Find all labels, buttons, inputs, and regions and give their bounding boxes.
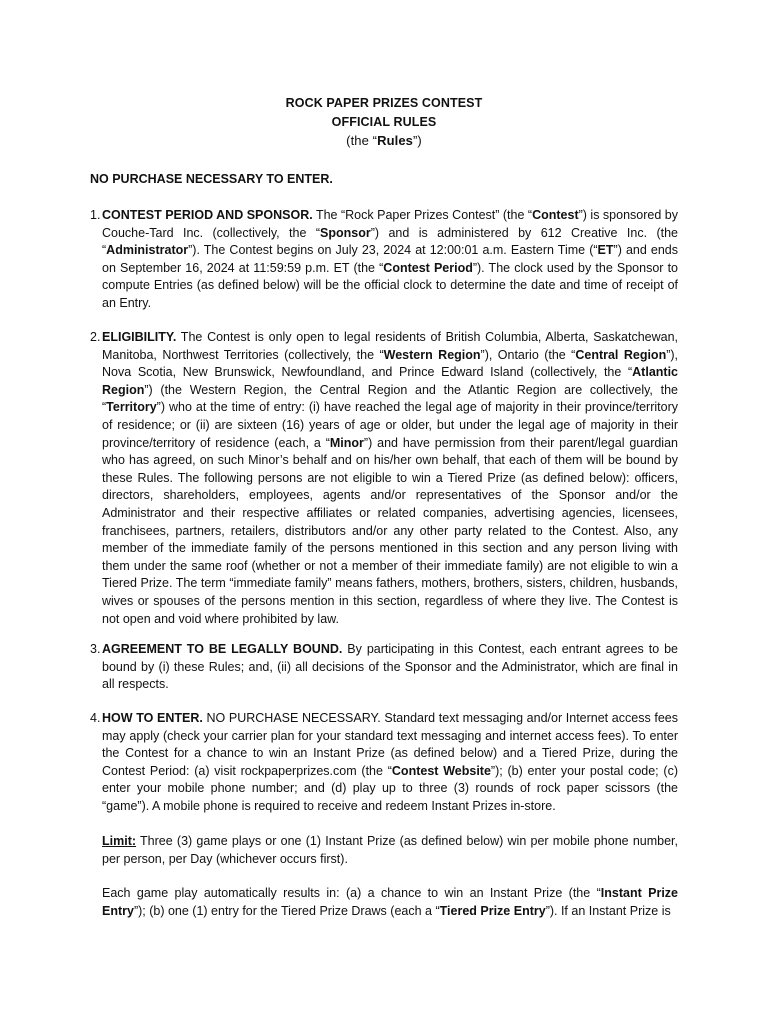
section-number: 4. — [90, 711, 101, 725]
no-purchase-notice: NO PURCHASE NECESSARY TO ENTER. — [90, 172, 333, 186]
section-number: 2. — [90, 330, 101, 344]
section-agreement — [90, 641, 678, 694]
section-how-to-enter — [90, 710, 678, 816]
limit-paragraph: Limit: Three (3) game plays or one (1) Instant Prize (as defined below) win per mobile phone number, per person, per Day (whichever occurs first). — [102, 834, 678, 866]
rules-definition: (the “Rules”) — [346, 133, 422, 148]
document-subtitle: OFFICIAL RULES — [331, 115, 437, 129]
section-heading: CONTEST PERIOD AND SPONSOR. — [102, 208, 313, 222]
section-number: 3. — [90, 642, 101, 656]
section-number: 1. — [90, 208, 101, 222]
document-title: ROCK PAPER PRIZES CONTEST — [285, 96, 483, 110]
section-heading: ELIGIBILITY. — [102, 330, 177, 344]
game-play-paragraph: Each game play automatically results in: (a) a chance to win an Instant Prize (the “Instant Prize Entry”); (b) one (1) entry for the Tiered Prize Draws (each a “Tiered Prize Entry”). If an Instant Prize is — [102, 886, 679, 918]
section-contest-period — [90, 207, 678, 313]
section-heading: AGREEMENT TO BE LEGALLY BOUND. — [102, 642, 343, 656]
section-text: ELIGIBILITY. The Contest is only open to legal residents of British Columbia, Alberta, Saskatchewan, Manitoba, Northwest Territories (collectively, the “Western Region”), Ontario (the “Central Region”), Nova Scotia, New Brunswick, Newfoundland, and Prince Edward Island (collectively, the “Atlantic Region”) (the Western Region, the Central Region and the Atlantic Region are collectively, the “Territory”) who at the time of entry: (i) have reached the legal age of majority in their province/territory of residence; or (ii) are sixteen (16) years of age or older, but under the legal age of majority in their province/territory of residence (each, a “Minor”) and have permission from their parent/legal guardian who has agreed, on such Minor’s behalf and on his/her own behalf, that each of them will be bound by these Rules. The following persons are not eligible to win a Tiered Prize (as defined below): officers, directors, shareholders, employees, agents and/or representatives of the Sponsor and/or the Administrator and their respective affiliates or related companies, advertising agencies, licensees, franchisees, partners, retailers, distributors and/or any other party related to the Contest. Also, any member of the immediate family of the persons mentioned in this section and any person living with them under the same roof (whether or not a member of their immediate family) are not eligible to win a Tiered Prize. The term “immediate family” means fathers, mothers, brothers, sisters, children, husbands, wives or spouses of the persons mention in this section, regardless of where they live. The Contest is not open and void where prohibited by law. — [102, 330, 679, 626]
section-text: CONTEST PERIOD AND SPONSOR. The “Rock Paper Prizes Contest” (the “Contest”) is sponsored by Couche-Tard Inc. (collectively, the “Sponsor”) and is administered by 612 Creative Inc. (the “Administrator”). The Contest begins on July 23, 2024 at 12:00:01 a.m. Eastern Time (“ET”) and ends on September 16, 2024 at 11:59:59 p.m. ET (the “Contest Period”). The clock used by the Sponsor to compute Entries (as defined below) will be the official clock to determine the date and time of receipt of an Entry. — [102, 208, 679, 310]
section-heading: HOW TO ENTER. — [102, 711, 203, 725]
section-text: HOW TO ENTER. NO PURCHASE NECESSARY. Standard text messaging and/or Internet access fees may apply (check your carrier plan for your standard text messaging and internet access fees). To enter the Contest for a chance to win an Instant Prize (as defined below) and a Tiered Prize, during the Contest Period: (a) visit rockpaperprizes.com (the “Contest Website”); (b) enter your postal code; (c) enter your mobile phone number; and (d) play up to three (3) rounds of rock paper scissors (the “game”). A mobile phone is required to receive and redeem Instant Prizes in-store. — [102, 711, 679, 813]
section-eligibility — [90, 329, 678, 628]
section-text: AGREEMENT TO BE LEGALLY BOUND. By participating in this Contest, each entrant agrees to be bound by (i) these Rules; and, (ii) all decisions of the Sponsor and the Administrator, which are final in all respects. — [102, 642, 678, 692]
limit-label: Limit: — [102, 834, 137, 848]
